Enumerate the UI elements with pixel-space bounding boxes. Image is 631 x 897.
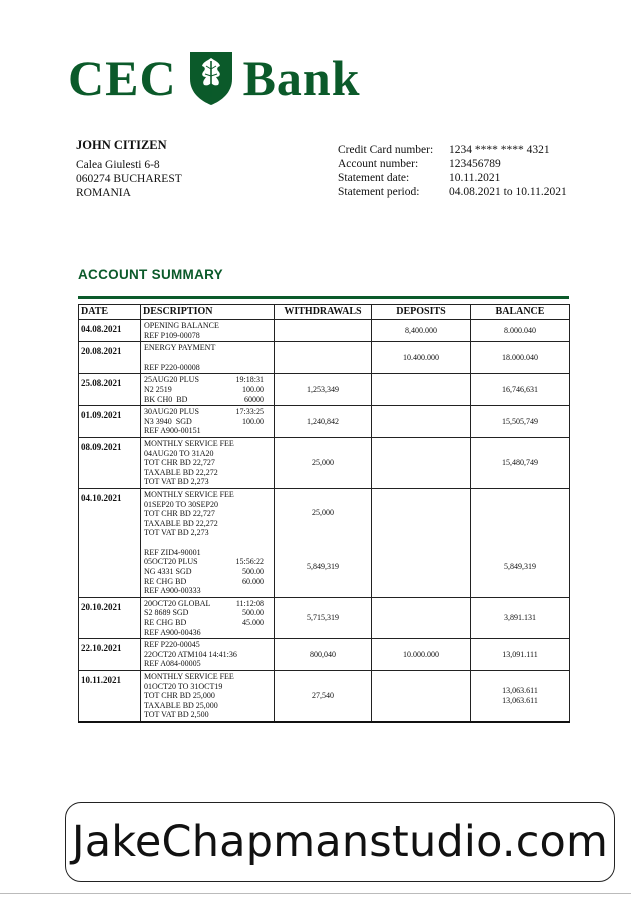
table-row [79, 342, 570, 374]
oak-leaf-shield-icon [187, 49, 235, 107]
cell-withdrawals [275, 406, 372, 438]
cell-deposits [372, 671, 471, 722]
description-line [144, 599, 272, 609]
description-line: REF A900-00151 [144, 426, 201, 436]
detail-label: Statement date: [338, 172, 410, 184]
detail-value: 04.08.2021 to 10.11.2021 [449, 186, 567, 198]
cell-date: 20.08.2021 [79, 342, 141, 374]
cell-description [141, 374, 275, 406]
description-part: 25AUG20 PLUS [144, 375, 199, 385]
amount: 8.000.040 [504, 325, 536, 335]
description-part: 60.000 [242, 576, 264, 586]
description-line: REF P220-00008 [144, 362, 200, 372]
cell-withdrawals [275, 320, 372, 342]
description-line: TAXABLE BD 22,272 [144, 518, 218, 528]
header-deposits: DEPOSITS [372, 305, 471, 320]
cell-balance [471, 671, 570, 722]
logo-word-bank: Bank [242, 50, 361, 106]
amount: 5,849,319 [307, 561, 339, 571]
description-line: OPENING BALANCE [144, 321, 219, 330]
cell-withdrawals [275, 597, 372, 638]
cell-withdrawals [275, 437, 372, 488]
amount: 13,063.611 [502, 696, 538, 706]
description-line: TOT CHR BD 22,727 [144, 458, 215, 468]
description-line: REF ZID4-90001 [144, 547, 201, 557]
description-line [144, 395, 272, 405]
amount: 25,000 [312, 458, 334, 468]
amount: 13,063.611 [502, 685, 538, 695]
header-date: DATE [79, 305, 141, 320]
cell-deposits [372, 437, 471, 488]
description-line: TAXABLE BD 25,000 [144, 700, 218, 710]
cell-description [141, 597, 275, 638]
cell-date: 08.09.2021 [79, 437, 141, 488]
description-line: REF A900-00333 [144, 586, 201, 596]
description-line: REF P109-00078 [144, 330, 200, 340]
description-line [144, 618, 272, 628]
amount: 800,040 [310, 649, 336, 659]
description-part: 500.00 [242, 567, 264, 577]
description-line: REF P220-00045 [144, 640, 200, 650]
holder-name: JOHN CITIZEN [76, 138, 167, 152]
description-line: TOT VAT BD 2,273 [144, 528, 209, 538]
description-line: MONTHLY SERVICE FEE [144, 672, 234, 681]
amount: 1,253,349 [307, 384, 339, 394]
cell-deposits [372, 639, 471, 671]
cell-withdrawals [275, 488, 372, 597]
amount: 1,240,842 [307, 416, 339, 426]
cell-description [141, 320, 275, 342]
table-row [79, 437, 570, 488]
description-part: 15:56:22 [235, 557, 264, 567]
cell-deposits [372, 320, 471, 342]
description-line [144, 567, 272, 577]
description-line [144, 608, 272, 618]
cell-balance [471, 374, 570, 406]
description-line: REF A084-00005 [144, 659, 201, 669]
cell-withdrawals [275, 671, 372, 722]
description-line: TAXABLE BD 22,272 [144, 467, 218, 477]
amount: 27,540 [312, 691, 334, 701]
table-row [79, 488, 570, 597]
description-line: MONTHLY SERVICE FEE [144, 489, 234, 499]
description-part: 30AUG20 PLUS [144, 407, 199, 417]
amount: 15,505,749 [502, 416, 538, 426]
description-line: REF A900-00436 [144, 627, 201, 637]
divider [0, 893, 631, 894]
description-part: 500.00 [242, 608, 264, 618]
cell-withdrawals [275, 342, 372, 374]
description-part: 20OCT20 GLOBAL [144, 598, 211, 608]
cell-date: 25.08.2021 [79, 374, 141, 406]
description-part: 45.000 [242, 618, 264, 628]
description-line: ENERGY PAYMENT [144, 343, 216, 353]
description-line: 01SEP20 TO 30SEP20 [144, 499, 218, 509]
cell-date: 22.10.2021 [79, 639, 141, 671]
cell-deposits [372, 488, 471, 597]
detail-label: Credit Card number: [338, 144, 434, 156]
address-line: 060274 BUCHAREST [76, 173, 182, 185]
header-withdrawals: WITHDRAWALS [275, 305, 372, 320]
description-part: N3 3940 SGD [144, 416, 192, 426]
description-line [144, 375, 272, 385]
description-line: TOT CHR BD 22,727 [144, 509, 215, 519]
description-part: 11:12:08 [235, 598, 264, 608]
cell-balance [471, 639, 570, 671]
cell-description [141, 639, 275, 671]
description-line: 01OCT20 TO 31OCT19 [144, 681, 223, 691]
description-line [144, 407, 272, 417]
cell-deposits [372, 342, 471, 374]
description-line: MONTHLY SERVICE FEE [144, 438, 234, 448]
description-line [144, 385, 272, 395]
cell-deposits [372, 374, 471, 406]
amount: 16,746,631 [502, 384, 538, 394]
detail-row [338, 157, 567, 171]
description-line [144, 557, 272, 567]
cell-description [141, 488, 275, 597]
header-description: DESCRIPTION [141, 305, 275, 320]
cell-withdrawals [275, 374, 372, 406]
description-line: TOT CHR BD 25,000 [144, 691, 215, 701]
table-header-row [79, 305, 570, 320]
description-line [144, 417, 272, 427]
detail-label: Account number: [338, 158, 419, 170]
detail-row [338, 185, 567, 199]
amount: 25,000 [312, 507, 334, 517]
cell-description [141, 342, 275, 374]
cell-balance [471, 342, 570, 374]
amount: 18.000.040 [502, 352, 538, 362]
cell-deposits [372, 597, 471, 638]
account-details [338, 143, 567, 199]
description-part: 100.00 [242, 416, 264, 426]
watermark: JakeChapmanstudio.com [65, 802, 615, 882]
detail-value: 123456789 [449, 158, 501, 170]
description-part: RE CHG BD [144, 576, 187, 586]
table-row [79, 320, 570, 342]
description-part: 60000 [244, 394, 264, 404]
description-part: 100.00 [242, 384, 264, 394]
address-line: Calea Giulesti 6-8 [76, 159, 160, 171]
cell-description [141, 406, 275, 438]
divider [78, 296, 569, 299]
amount: 5,849,319 [504, 561, 536, 571]
description-part: S2 8689 SGD [144, 608, 189, 618]
detail-row [338, 143, 567, 157]
description-part: RE CHG BD [144, 618, 187, 628]
header-balance: BALANCE [471, 305, 570, 320]
cell-description [141, 437, 275, 488]
description-line: TOT VAT BD 2,273 [144, 477, 209, 487]
detail-value: 1234 **** **** 4321 [449, 144, 550, 156]
amount: 5,715,319 [307, 613, 339, 623]
cell-balance [471, 320, 570, 342]
table-row [79, 597, 570, 638]
description-part: BK CH0 BD [144, 394, 188, 404]
cell-date: 10.11.2021 [79, 671, 141, 722]
section-title: ACCOUNT SUMMARY [78, 267, 223, 282]
description-line: TOT VAT BD 2,500 [144, 710, 209, 720]
amount: 10.400.000 [403, 352, 439, 362]
cell-date: 04.08.2021 [79, 320, 141, 342]
cell-description [141, 671, 275, 722]
cell-withdrawals [275, 639, 372, 671]
amount: 3,891.131 [504, 613, 536, 623]
table-row [79, 639, 570, 671]
description-part: 19:18:31 [235, 375, 264, 385]
table-row [79, 374, 570, 406]
detail-row [338, 171, 567, 185]
logo-word-cec: CEC [68, 50, 177, 106]
transactions-table [78, 304, 570, 723]
address-line: ROMANIA [76, 187, 131, 199]
bank-logo [68, 48, 361, 108]
spacer [144, 538, 272, 548]
amount: 13,091.111 [502, 649, 538, 659]
detail-label: Statement period: [338, 186, 420, 198]
cell-date: 01.09.2021 [79, 406, 141, 438]
account-holder [76, 138, 182, 200]
description-part: 05OCT20 PLUS [144, 557, 198, 567]
description-line: 04AUG20 TO 31A20 [144, 448, 214, 458]
cell-balance [471, 488, 570, 597]
table-row [79, 671, 570, 722]
description-part: NG 4331 SGD [144, 567, 192, 577]
cell-balance [471, 597, 570, 638]
spacer [144, 353, 272, 363]
description-part: 17:33:25 [235, 407, 264, 417]
description-part: N2 2519 [144, 384, 172, 394]
detail-value: 10.11.2021 [449, 172, 501, 184]
amount: 15,480,749 [502, 458, 538, 468]
description-line [144, 577, 272, 587]
amount: 8,400.000 [405, 325, 437, 335]
cell-deposits [372, 406, 471, 438]
cell-date: 04.10.2021 [79, 488, 141, 597]
cell-balance [471, 406, 570, 438]
amount: 10.000.000 [403, 649, 439, 659]
cell-balance [471, 437, 570, 488]
cell-date: 20.10.2021 [79, 597, 141, 638]
table-row [79, 406, 570, 438]
description-line: 22OCT20 ATM104 14:41:36 [144, 649, 237, 659]
